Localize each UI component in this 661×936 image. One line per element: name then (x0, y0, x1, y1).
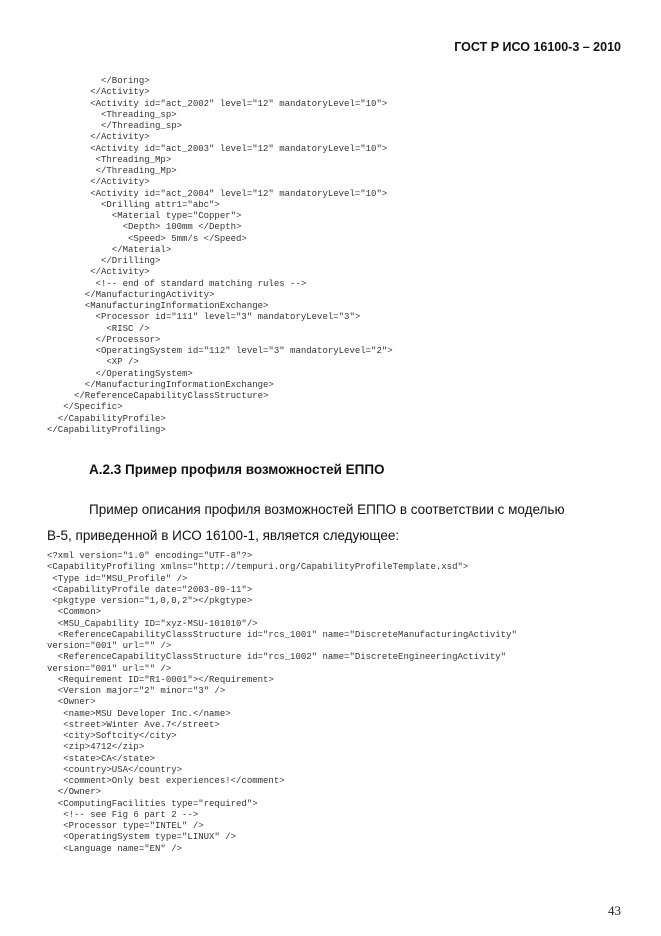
code-line: <ManufacturingInformationExchange> (47, 301, 269, 311)
paragraph-line-2: В-5, приведенной в ИСО 16100-1, является следующее: (47, 528, 400, 543)
code-line: <Activity id="act_2003" level="12" mandatoryLevel="10"> (47, 143, 388, 154)
code-line: </Boring> (47, 76, 150, 86)
code-line: <comment>Only best experiences!</comment> (47, 776, 285, 786)
code-line: <XP /> (47, 357, 139, 368)
code-line: <pkgtype version="1,0,0,2"></pkgtype> (47, 596, 253, 606)
code-line: <Threading_sp> (47, 109, 177, 120)
code-line: <OperatingSystem id="112" level="3" mandatoryLevel="2"> (47, 346, 393, 356)
code-line: <ReferenceCapabilityClassStructure id="rcs_1001" name="DiscreteManufacturingActivity" (47, 629, 517, 640)
code-line: </Activity> (47, 177, 150, 188)
code-line: <Processor type="INTEL" /> (47, 821, 204, 831)
code-line: <country>USA</country> (47, 764, 183, 775)
code-line: </ReferenceCapabilityClassStructure> (47, 391, 269, 401)
code-line: <!-- see Fig 6 part 2 --> (47, 809, 199, 820)
code-line: <Type id="MSU_Profile" /> (47, 573, 188, 584)
code-line: <city>Softcity</city> (47, 731, 177, 741)
code-line: <Depth> 100mm </Depth> (47, 222, 242, 233)
code-line: <Activity id="act_2002" level="12" mandatoryLevel="10"> (47, 98, 388, 109)
code-line: version="001" url="" /> (47, 641, 172, 651)
code-line: version="001" url="" /> (47, 663, 172, 674)
code-line: </OperatingSystem> (47, 368, 193, 379)
code-line: </Processor> (47, 334, 161, 345)
code-line: <OperatingSystem type="LINUX" /> (47, 832, 237, 843)
code-line: <Common> (47, 607, 102, 618)
code-line: <!-- end of standard matching rules --> (47, 278, 307, 289)
code-line: <Requirement ID="R1-0001"></Requirement> (47, 674, 274, 685)
code-line: </Specific> (47, 402, 123, 413)
code-line: </CapabilityProfile> (47, 413, 166, 424)
code-line: </Threading_sp> (47, 121, 183, 131)
code-line: <Material type="Copper"> (47, 211, 242, 221)
code-line: <Speed> 5mm/s </Speed> (47, 233, 247, 244)
code-line: <Version major="2" minor="3" /> (47, 686, 226, 696)
code-line: </Material> (47, 244, 172, 255)
xml-code-block-2 (47, 551, 627, 855)
code-line: </Activity> (47, 267, 150, 278)
code-line: </Owner> (47, 787, 102, 798)
code-line: <Owner> (47, 697, 96, 708)
code-line: <Threading_Mp> (47, 154, 172, 165)
code-line: <state>CA</state> (47, 753, 156, 764)
code-line: </CapabilityProfiling> (47, 424, 166, 435)
xml-code-block-1 (47, 76, 627, 436)
code-line: <Activity id="act_2004" level="12" mandatoryLevel="10"> (47, 188, 388, 199)
code-line: <zip>4712</zip> (47, 742, 145, 753)
code-line: </Drilling> (47, 256, 161, 266)
code-line: <RISC /> (47, 323, 150, 334)
code-line: <ReferenceCapabilityClassStructure id="rcs_1002" name="DiscreteEngineeringActivity" (47, 652, 507, 663)
code-line: </Activity> (47, 132, 150, 143)
code-line: <Drilling attr1="abc"> (47, 199, 220, 210)
document-header: ГОСТ Р ИСО 16100-3 – 2010 (454, 40, 621, 54)
page-number: 43 (608, 903, 621, 918)
code-line: <street>Winter Ave.7</street> (47, 719, 220, 730)
code-line: <CapabilityProfile date="2003-09-11"> (47, 584, 253, 595)
code-line: <CapabilityProfiling xmlns="http://tempuri.org/CapabilityProfileTemplate.xsd"> (47, 562, 469, 573)
code-line: </Activity> (47, 87, 150, 98)
code-line: <ComputingFacilities type="required"> (47, 798, 258, 809)
code-line: </Threading_Mp> (47, 166, 177, 176)
code-line: </ManufacturingInformationExchange> (47, 379, 274, 390)
code-line: <name>MSU Developer Inc.</name> (47, 708, 231, 719)
code-line: </ManufacturingActivity> (47, 289, 215, 300)
code-line: <MSU_Capability ID="xyz-MSU-101010"/> (47, 618, 258, 629)
section-heading: А.2.3 Пример профиля возможностей ЕППО (89, 462, 385, 477)
paragraph-line-1: Пример описания профиля возможностей ЕППО в соответствии с моделью (89, 502, 565, 517)
code-line: <?xml version="1.0" encoding="UTF-8"?> (47, 551, 253, 561)
code-line: <Processor id="111" level="3" mandatoryLevel="3"> (47, 312, 361, 323)
code-line: <Language name="EN" /> (47, 843, 183, 854)
